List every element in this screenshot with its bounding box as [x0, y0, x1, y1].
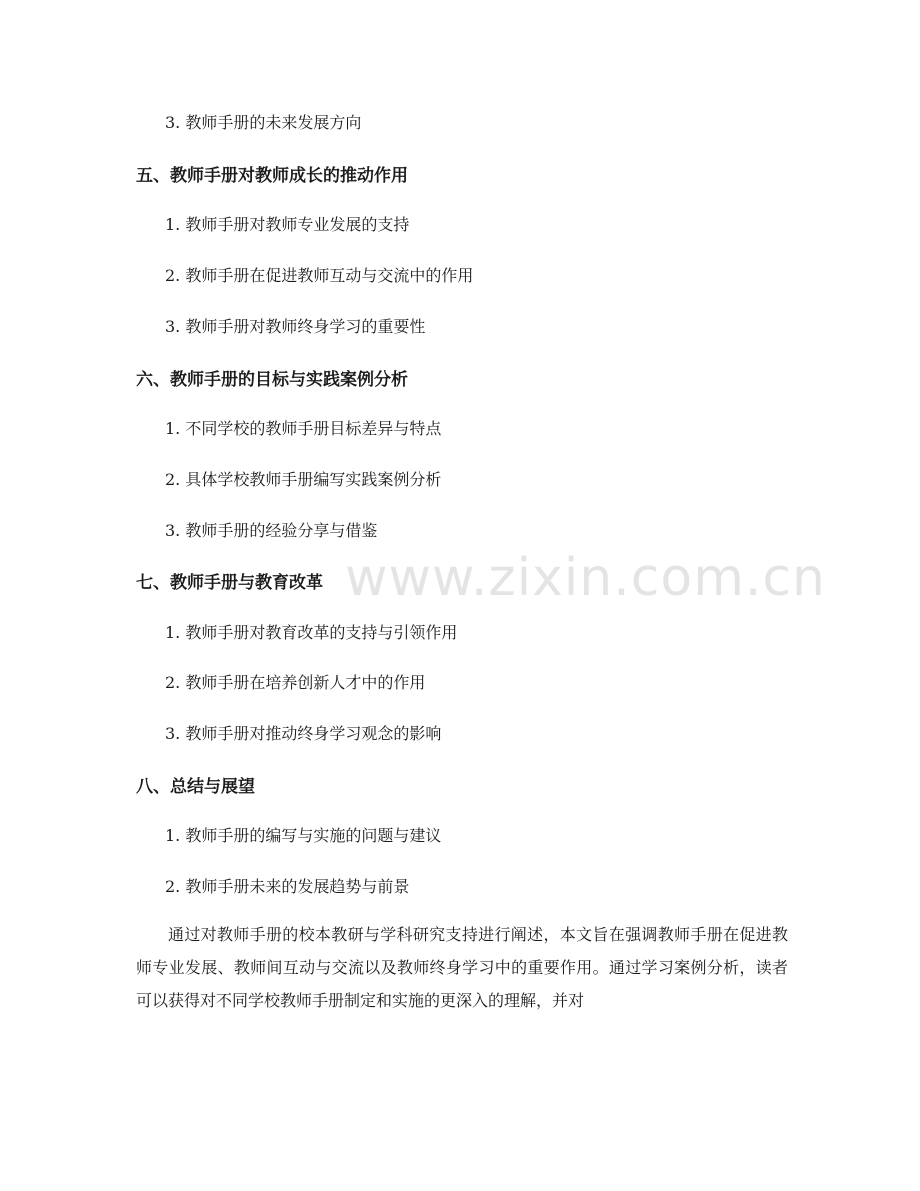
- list-item: 3. 教师手册对推动终身学习观念的影响: [165, 724, 442, 743]
- list-item: 2. 教师手册未来的发展趋势与前景: [165, 877, 410, 896]
- list-item: 2. 教师手册在促进教师互动与交流中的作用: [165, 266, 474, 285]
- list-item: 1. 教师手册对教师专业发展的支持: [165, 215, 410, 234]
- list-item: 3. 教师手册对教师终身学习的重要性: [165, 317, 426, 336]
- section-heading: 五、教师手册对教师成长的推动作用: [136, 166, 408, 186]
- list-item: 3. 教师手册的经验分享与借鉴: [165, 521, 378, 540]
- section-heading: 八、总结与展望: [136, 777, 255, 797]
- list-item: 1. 教师手册对教育改革的支持与引领作用: [165, 623, 458, 642]
- watermark: www.zixin.com.cn: [345, 548, 826, 608]
- section-heading: 六、教师手册的目标与实践案例分析: [136, 370, 408, 390]
- list-item: 1. 教师手册的编写与实施的问题与建议: [165, 826, 442, 845]
- list-item: 2. 具体学校教师手册编写实践案例分析: [165, 470, 442, 489]
- list-item: 3. 教师手册的未来发展方向: [165, 113, 362, 132]
- list-item: 2. 教师手册在培养创新人才中的作用: [165, 673, 426, 692]
- list-item: 1. 不同学校的教师手册目标差异与特点: [165, 419, 442, 438]
- summary-paragraph: 通过对教师手册的校本教研与学科研究支持进行阐述，本文旨在强调教师手册在促进教师专业发展、教师间互动与交流以及教师终身学习中的重要作用。通过学习案例分析，读者可以获得对不同学校教师手册制定和实施的更深入的理解，并对: [136, 925, 788, 1010]
- section-heading: 七、教师手册与教育改革: [136, 573, 323, 593]
